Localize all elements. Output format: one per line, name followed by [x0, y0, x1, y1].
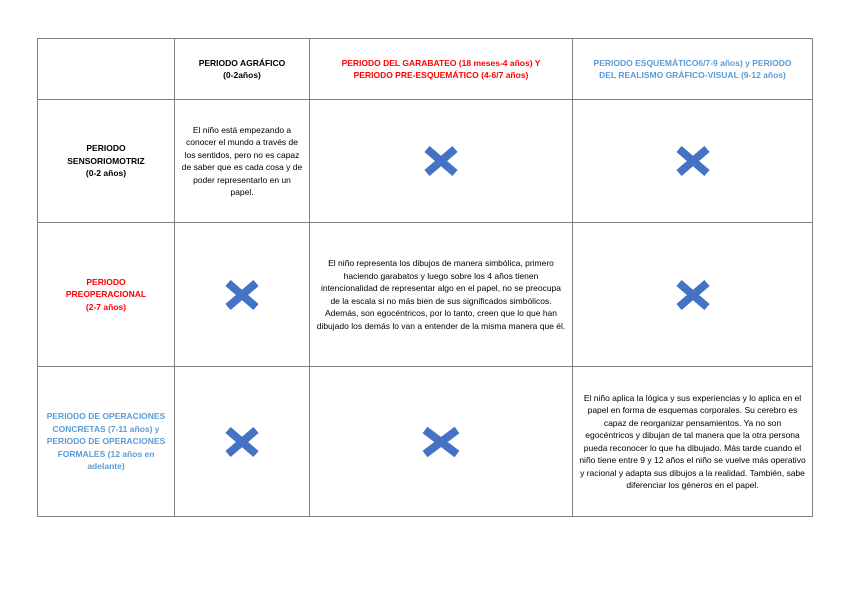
cross-mark-icon: [224, 279, 260, 311]
col-header-title: PERIODO DEL GARABATEO (18 meses-4 años) Y: [341, 57, 541, 68]
row-sensoriomotriz: [38, 100, 813, 223]
description-cell: El niño aplica la lógica y sus experiencias y lo aplica en el papel en forma de esquemas corporales. Su cerebro es capaz de reorganizar pensamientos. Ya no son egocéntricos y dibujan de tal manera que la otra persona pueda reconocer lo que ha dibujado. Más tarde cuando el niño tiene entre 9 y 12 años el niño se vuelve más operativo y racional y adapta sus dibujos a la realidad. También, sabe diferenciar los géneros en el papel.: [573, 367, 813, 517]
col-header-title: PERIODO ESQUEMÁTICO6/7-9 años) y PERIODO: [593, 57, 792, 68]
row-header-line: SENSORIOMOTRIZ: [67, 155, 145, 166]
cross-cell: [175, 223, 310, 367]
cross-cell: [175, 367, 310, 517]
col-header-title: PERIODO AGRÁFICO: [198, 57, 286, 68]
col-header-agrafico: [175, 39, 310, 100]
row-header-line: (0-2 años): [85, 168, 127, 179]
row-header: [38, 367, 175, 517]
cross-mark-icon: [421, 426, 461, 458]
row-header-line: (2-7 años): [85, 301, 127, 312]
cross-cell: [310, 100, 573, 223]
row-header: [38, 223, 175, 367]
col-header-garabateo: [310, 39, 573, 100]
description-cell: El niño está empezando a conocer el mundo a través de los sentidos, pero no es capaz de saber que es cada cosa y de poder representarlo en un papel.: [175, 100, 310, 223]
col-header-subtitle: PERIODO PRE-ESQUEMÁTICO (4-6/7 años): [353, 70, 529, 80]
col-header-subtitle: DEL REALISMO GRÁFICO-VISUAL (9-12 años): [599, 70, 786, 80]
row-header: [38, 100, 175, 223]
cross-cell: [310, 367, 573, 517]
cross-cell: [573, 100, 813, 223]
row-header-line: PREOPERACIONAL: [65, 289, 147, 300]
cross-mark-icon: [224, 426, 260, 458]
row-header-line: PERIODO DE OPERACIONES: [46, 436, 166, 447]
corner-cell: [38, 39, 175, 100]
cross-mark-icon: [675, 279, 711, 311]
col-header-subtitle: (0-2años): [223, 70, 261, 80]
cross-mark-icon: [423, 145, 459, 177]
row-header-line: adelante): [87, 461, 125, 472]
cross-cell: [573, 223, 813, 367]
row-header-line: PERIODO: [86, 276, 126, 287]
row-header-line: FORMALES (12 años en: [57, 448, 155, 459]
row-header-line: PERIODO: [86, 143, 126, 154]
row-preoperacional: [38, 223, 813, 367]
row-header-line: PERIODO DE OPERACIONES: [46, 411, 166, 422]
header-row: [38, 39, 813, 100]
stages-comparison-table: [37, 38, 813, 517]
row-header-line: CONCRETAS (7-11 años) y: [52, 423, 160, 434]
col-header-esquematico: [573, 39, 813, 100]
cross-mark-icon: [675, 145, 711, 177]
description-cell: El niño representa los dibujos de manera simbólica, primero haciendo garabatos y luego sobre los 4 años tienen intencionalidad de representar algo en el papel, no se preocupa de la escala si no más bien de sus significados simbólicos. Además, son egocéntricos, por lo tanto, creen que lo que han dibujado los demás lo van a entender de la misma manera que él.: [310, 223, 573, 367]
row-operaciones: [38, 367, 813, 517]
